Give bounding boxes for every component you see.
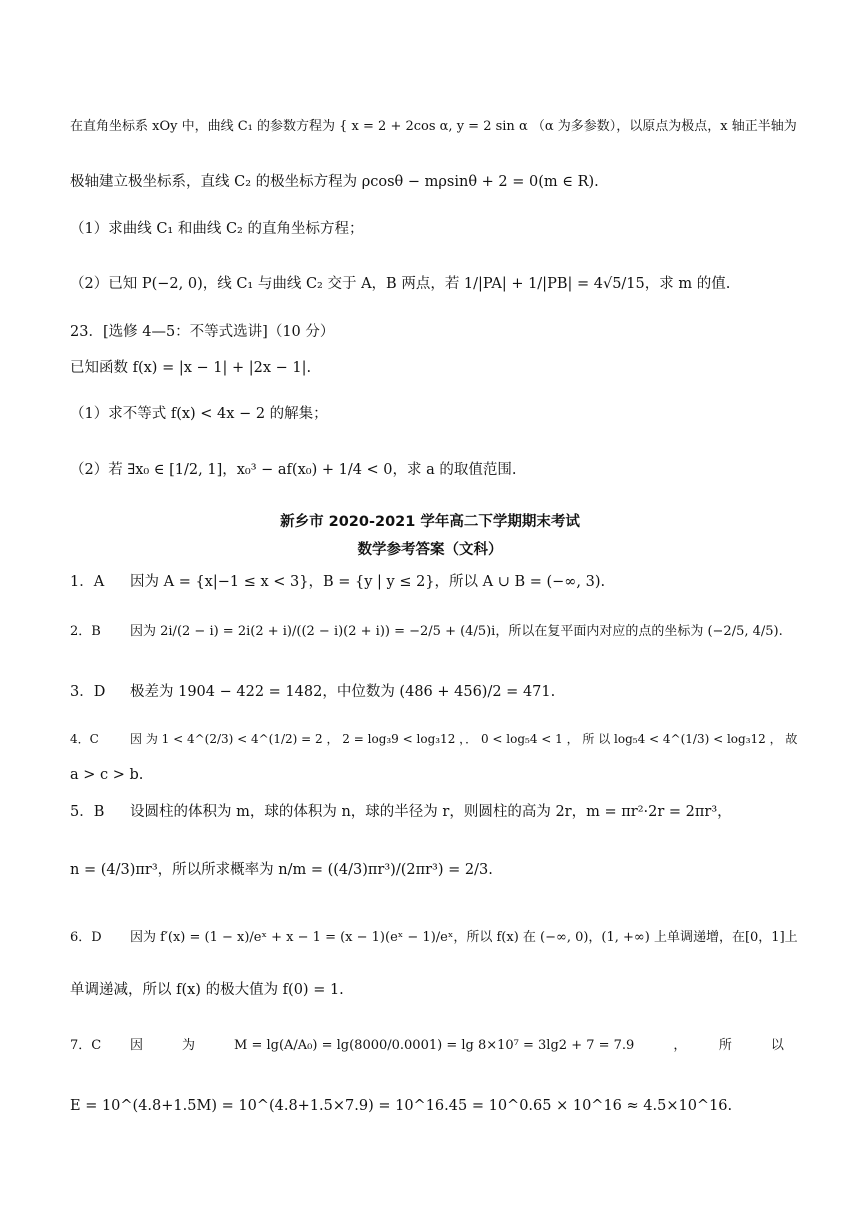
- answer-text: 极差为 1904 − 422 = 1482，中位数为 (486 + 456)/2 = 471.: [130, 684, 556, 700]
- problem23-header: 23．[选修 4—5：不等式选讲]（10 分）: [70, 324, 335, 340]
- answer-text: 因为 2i/(2 − i) = 2i(2 + i)/((2 − i)(2 + i)) = −2/5 + (4/5)i，所以在复平面内对应的点的坐标为 (−2/5, 4/5).: [130, 624, 783, 639]
- problem22-line2: 极轴建立极坐标系，直线 C₂ 的极坐标方程为 ρcosθ − mρsinθ + 2 = 0(m ∈ R).: [70, 174, 599, 190]
- answer-6: [70, 930, 798, 946]
- answer-2: [70, 624, 783, 640]
- answer-text: 单调递减，所以 f(x) 的极大值为 f(0) = 1.: [70, 982, 344, 998]
- answer-text: a > c > b.: [70, 767, 144, 783]
- answer-1: [70, 574, 605, 591]
- answer-number: 5．B: [70, 804, 105, 820]
- answer-number: 7．C: [70, 1038, 102, 1053]
- answer-text: 设圆柱的体积为 m，球的体积为 n，球的半径为 r，则圆柱的高为 2r，m = πr²·2r = 2πr³，: [130, 804, 732, 820]
- problem22-q2: （2）已知 P(−2, 0)，线 C₁ 与曲线 C₂ 交于 A，B 两点，若 1/|PA| + 1/|PB| = 4√5/15，求 m 的值.: [70, 276, 731, 292]
- answer-text: 因为 f′(x) = (1 − x)/eˣ + x − 1 = (x − 1)(eˣ − 1)/eˣ，所以 f(x) 在 (−∞, 0)，(1, +∞) 上单调递增，在[0，1]上: [130, 930, 798, 945]
- answer-5: [70, 804, 732, 821]
- answer-number: 3．D: [70, 684, 106, 700]
- answer-number: 1．A: [70, 574, 105, 590]
- answer-number: 4．C: [70, 732, 99, 746]
- answer-text: 因为 A = {x|−1 ≤ x < 3}，B = {y | y ≤ 2}，所以 A ∪ B = (−∞, 3).: [130, 574, 606, 590]
- problem22-q1: （1）求曲线 C₁ 和曲线 C₂ 的直角坐标方程；: [70, 221, 364, 237]
- problem23-q1: （1）求不等式 f(x) < 4x − 2 的解集；: [70, 406, 328, 422]
- answer-3: [70, 684, 555, 701]
- answer-7-cont: [70, 1098, 732, 1115]
- answer-number: 6．D: [70, 930, 102, 945]
- answer-text: 因 为 1 < 4^(2/3) < 4^(1/2) = 2 ， 2 = log₃9 < log₃12 ，． 0 < log₅4 < 1 ， 所 以 log₅4 < 4^(1/3) < log₃12 ， 故: [130, 732, 798, 746]
- problem23-given: 已知函数 f(x) = |x − 1| + |2x − 1|.: [70, 360, 312, 376]
- answer-text: E = 10^(4.8+1.5M) = 10^(4.8+1.5×7.9) = 10^16.45 = 10^0.65 × 10^16 ≈ 4.5×10^16.: [70, 1098, 733, 1114]
- answer-number: 2．B: [70, 624, 101, 639]
- answer-text: 因 为 M = lg(A/A₀) = lg(8000/0.0001) = lg 8×10⁷ = 3lg2 + 7 = 7.9 ， 所 以: [130, 1038, 784, 1053]
- answer-6-cont: [70, 982, 344, 999]
- answer-4: [70, 732, 797, 746]
- answer-text: n = (4/3)πr³，所以所求概率为 n/m = ((4/3)πr³)/(2πr³) = 2/3.: [70, 862, 493, 878]
- answer-title: 新乡市 2020-2021 学年高二下学期期末考试: [280, 514, 580, 530]
- problem23-q2: （2）若 ∃x₀ ∈ [1/2, 1]，x₀³ − af(x₀) + 1/4 < 0，求 a 的取值范围.: [70, 462, 517, 478]
- answer-7: [70, 1038, 784, 1054]
- problem22-line1: 在直角坐标系 xOy 中，曲线 C₁ 的参数方程为 { x = 2 + 2cos α, y = 2 sin α （α 为多参数），以原点为极点，x 轴正半轴为: [70, 119, 797, 134]
- answer-4-cont: [70, 767, 143, 784]
- answer-subtitle: 数学参考答案（文科）: [357, 542, 503, 558]
- answer-5-cont: [70, 862, 493, 879]
